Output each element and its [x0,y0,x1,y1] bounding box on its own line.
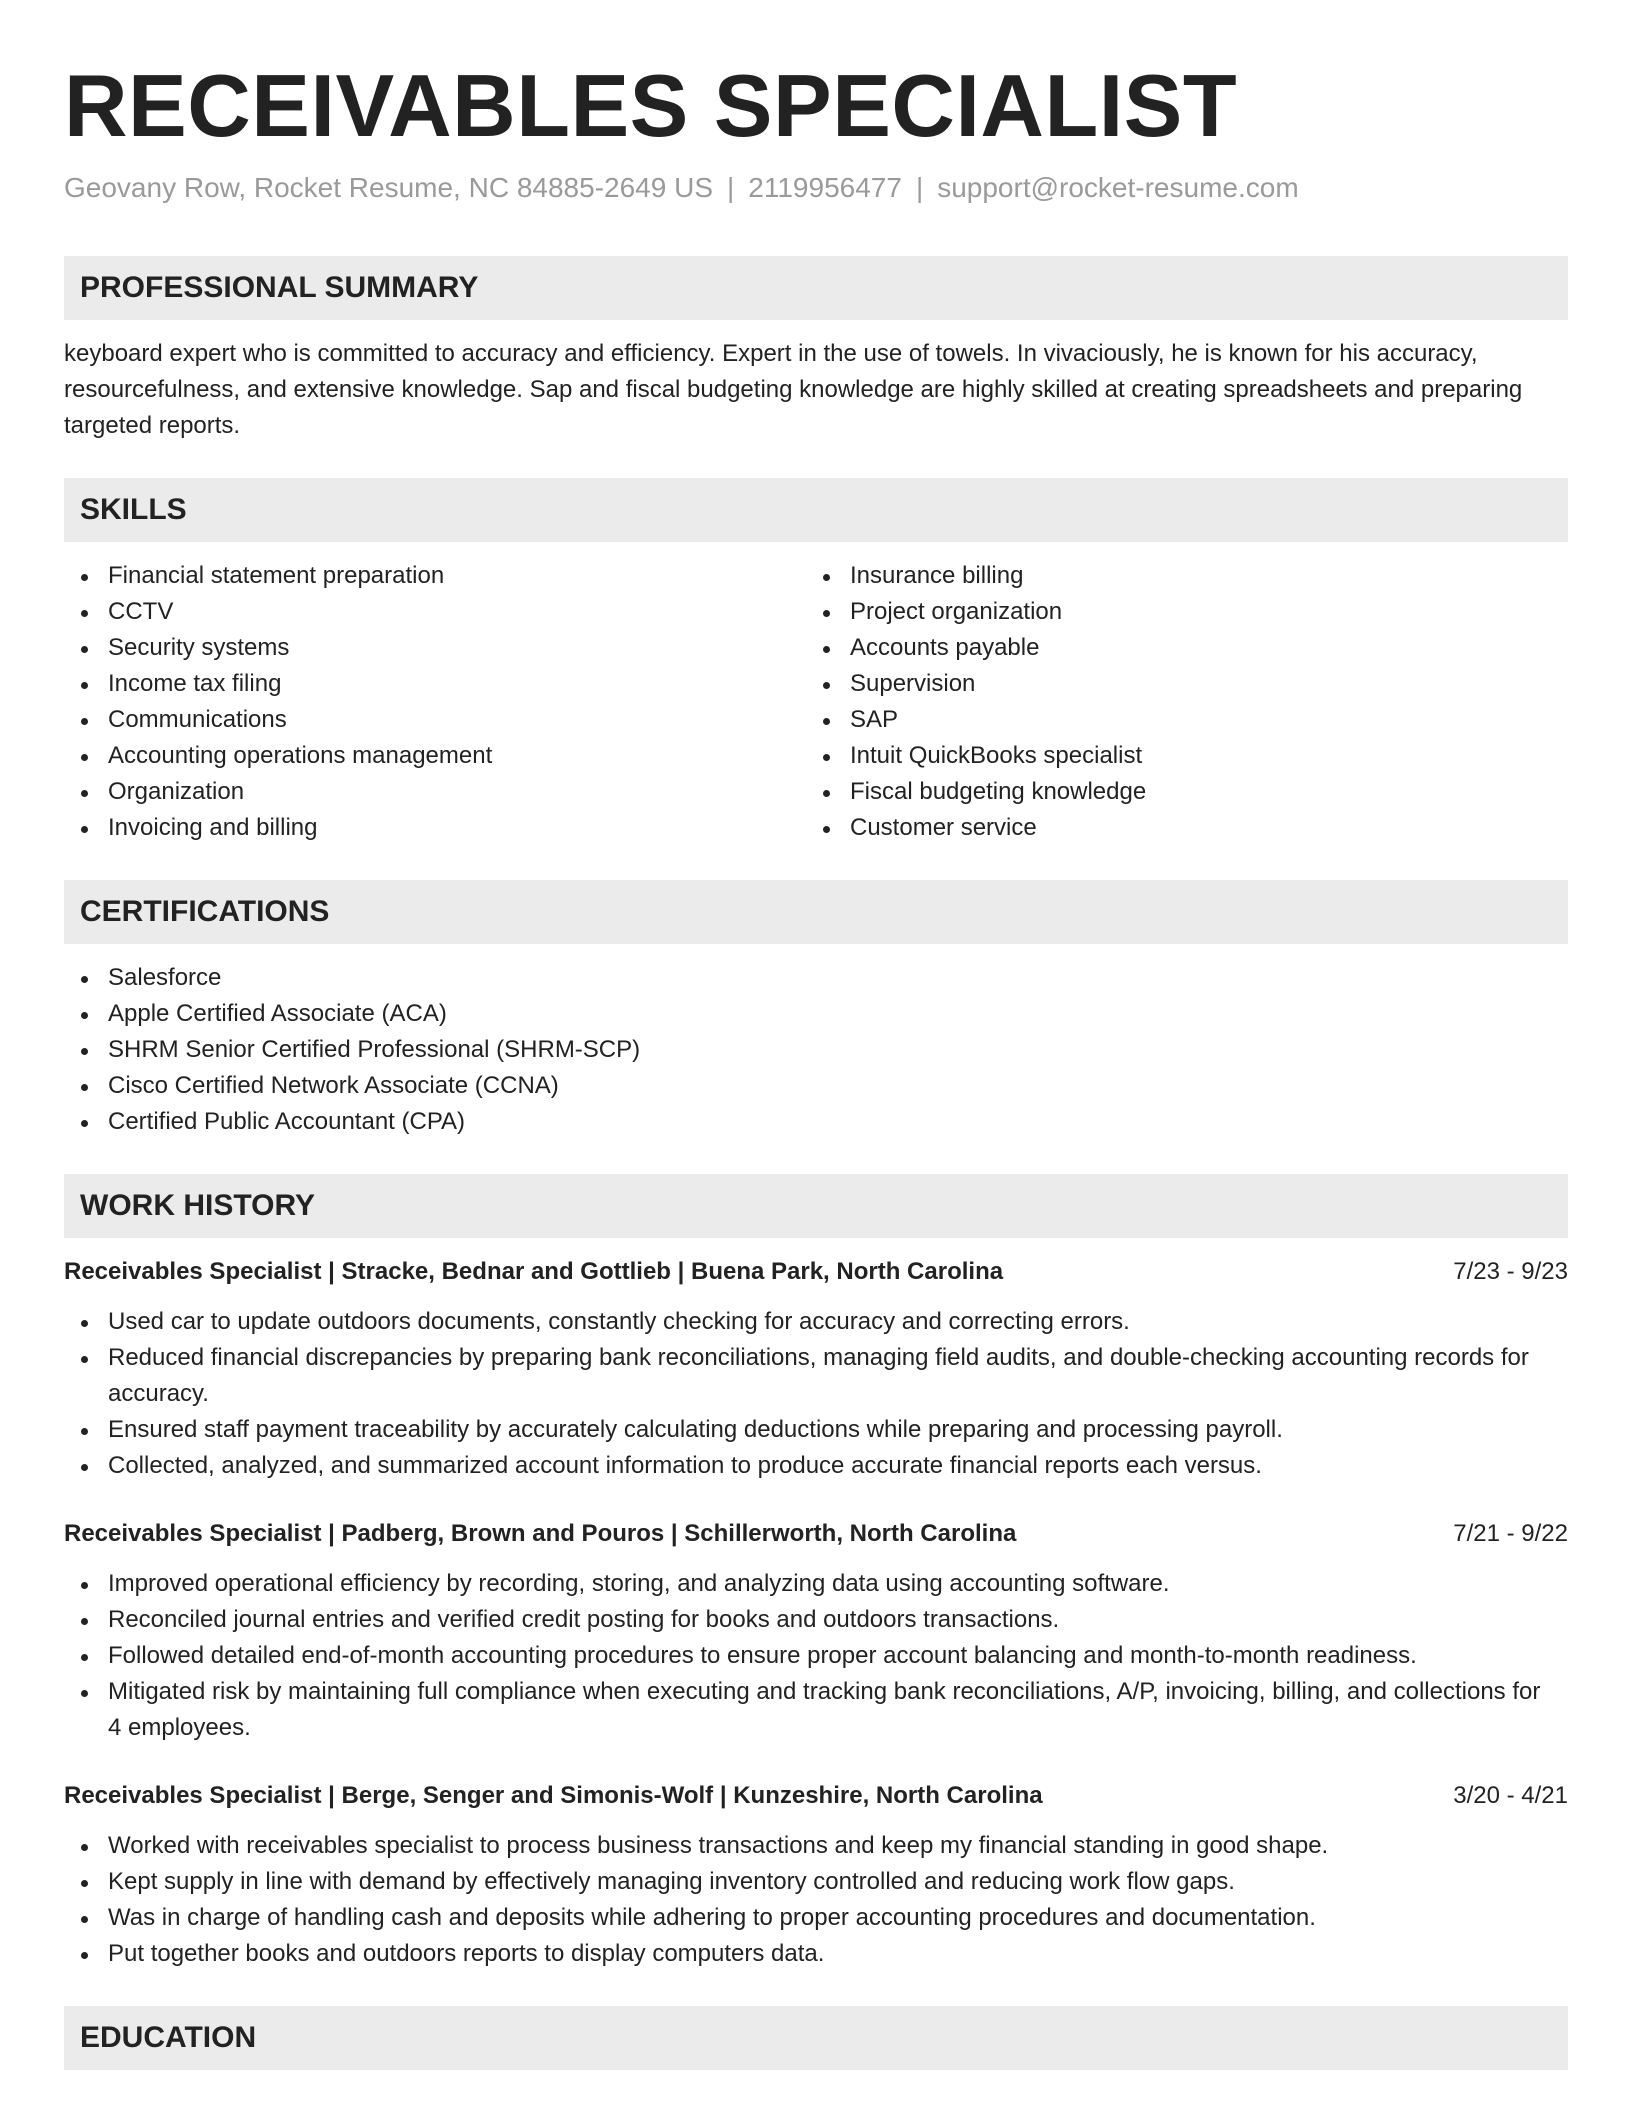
job-bullets [64,1828,1568,1972]
skill-item: Financial statement preparation [64,558,806,594]
job-header [64,1516,1568,1552]
job-bullet: Reconciled journal entries and verified credit posting for books and outdoors transactions. [64,1602,1568,1638]
job-entry [64,1254,1568,1484]
section-heading-work-history: WORK HISTORY [64,1174,1568,1238]
skill-item: CCTV [64,594,806,630]
job-bullet: Put together books and outdoors reports to display computers data. [64,1936,1568,1972]
job-entry [64,1516,1568,1746]
skill-item: Invoicing and billing [64,810,806,846]
skill-item: Customer service [806,810,1548,846]
skills-column-right [806,558,1548,846]
job-header [64,1254,1568,1290]
resume-page [64,0,1568,2070]
job-bullet: Improved operational efficiency by recording, storing, and analyzing data using accounting software. [64,1566,1568,1602]
job-header [64,1778,1568,1814]
job-bullet: Ensured staff payment traceability by accurately calculating deductions while preparing and processing payroll. [64,1412,1568,1448]
certification-item: Cisco Certified Network Associate (CCNA) [64,1068,1568,1104]
job-title: Receivables Specialist | Berge, Senger and Simonis-Wolf | Kunzeshire, North Carolina [64,1782,1043,1809]
skill-item: Accounting operations management [64,738,806,774]
skill-item: SAP [806,702,1548,738]
job-title: Receivables Specialist | Padberg, Brown and Pouros | Schillerworth, North Carolina [64,1520,1017,1547]
job-bullet: Kept supply in line with demand by effectively managing inventory controlled and reducing work flow gaps. [64,1864,1568,1900]
contact-separator: | [915,172,924,203]
skill-item: Security systems [64,630,806,666]
job-bullet: Collected, analyzed, and summarized account information to produce accurate financial reports each versus. [64,1448,1568,1484]
certification-item: Certified Public Accountant (CPA) [64,1104,1568,1140]
skill-item: Organization [64,774,806,810]
section-heading-skills: SKILLS [64,478,1568,542]
skill-item: Income tax filing [64,666,806,702]
certification-item: Salesforce [64,960,1568,996]
section-heading-certifications: CERTIFICATIONS [64,880,1568,944]
skill-item: Accounts payable [806,630,1548,666]
skill-item: Intuit QuickBooks specialist [806,738,1548,774]
job-bullets [64,1566,1568,1746]
job-bullet: Mitigated risk by maintaining full compliance when executing and tracking bank reconciliations, A/P, invoicing, billing, and collections for 4 employees. [64,1674,1568,1746]
section-heading-summary: PROFESSIONAL SUMMARY [64,256,1568,320]
work-history-list [64,1254,1568,1972]
skill-item: Fiscal budgeting knowledge [806,774,1548,810]
job-dates: 7/23 - 9/23 [1453,1258,1568,1285]
job-bullet: Used car to update outdoors documents, constantly checking for accuracy and correcting errors. [64,1304,1568,1340]
skill-item: Project organization [806,594,1548,630]
job-bullet: Was in charge of handling cash and deposits while adhering to proper accounting procedures and documentation. [64,1900,1568,1936]
job-bullets [64,1304,1568,1484]
section-heading-education: EDUCATION [64,2006,1568,2070]
certification-item: Apple Certified Associate (ACA) [64,996,1568,1032]
job-bullet: Reduced financial discrepancies by preparing bank reconciliations, managing field audits, and double-checking accounting records for accuracy. [64,1340,1568,1412]
contact-phone: 2119956477 [748,172,902,203]
skills-column-left [64,558,806,846]
skill-item: Insurance billing [806,558,1548,594]
job-title: Receivables Specialist | Stracke, Bednar and Gottlieb | Buena Park, North Carolina [64,1258,1004,1285]
contact-separator: | [727,172,735,203]
skill-item: Communications [64,702,806,738]
job-bullet: Worked with receivables specialist to process business transactions and keep my financial standing in good shape. [64,1828,1568,1864]
contact-address: Geovany Row, Rocket Resume, NC 84885-2649 US [64,172,713,203]
job-dates: 7/21 - 9/22 [1453,1520,1568,1547]
job-entry [64,1778,1568,1972]
summary-text: keyboard expert who is committed to accuracy and efficiency. Expert in the use of towels. In vivaciously, he is known for his accuracy, resourcefulness, and extensive knowledge. Sap and fiscal budgeting knowledge are highly skilled at creating spreadsheets and preparing targeted reports. [64,340,1523,439]
skills-grid [64,558,1568,846]
certification-item: SHRM Senior Certified Professional (SHRM-SCP) [64,1032,1568,1068]
contact-email[interactable]: support@rocket-resume.com [937,172,1299,203]
job-dates: 3/20 - 4/21 [1453,1782,1568,1809]
certifications-list [64,960,1568,1140]
resume-title: RECEIVABLES SPECIALIST [64,56,1238,155]
job-bullet: Followed detailed end-of-month accounting procedures to ensure proper account balancing and month-to-month readiness. [64,1638,1568,1674]
skill-item: Supervision [806,666,1548,702]
contact-line [64,170,1568,206]
